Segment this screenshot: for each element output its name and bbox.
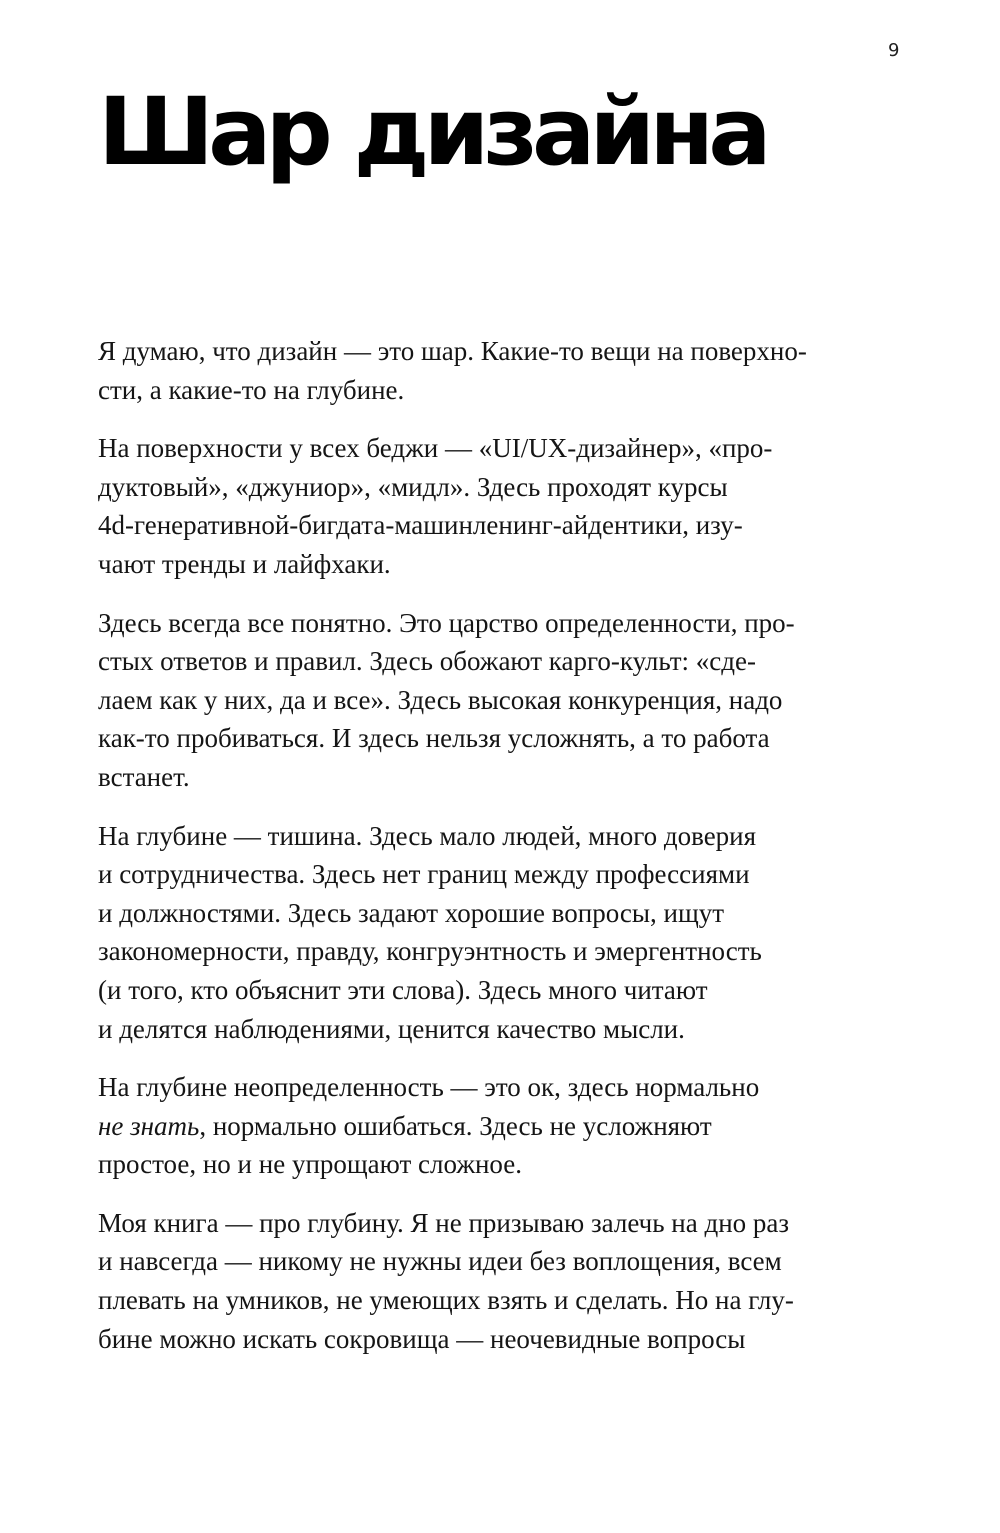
text-line: простое, но и не упрощают сложное. [98,1149,522,1180]
paragraph-1 [98,332,898,409]
text-line: Здесь всегда все понятно. Это царство определенности, про- [98,607,795,638]
paragraph-3 [98,604,898,797]
text-line: 4d-генеративной-бигдата-машинленинг-айдентики, изу- [98,510,743,541]
paragraph-6 [98,1204,898,1358]
text-line: Моя книга — про глубину. Я не призываю залечь на дно раз [98,1207,790,1238]
paragraph-5 [98,1068,898,1184]
text-line: На глубине — тишина. Здесь мало людей, много доверия [98,820,757,851]
text-line: и навсегда — никому не нужны идеи без воплощения, всем [98,1246,782,1277]
text-line: На глубине неопределенность — это ок, здесь нормально [98,1072,760,1103]
text-fragment: , нормально ошибаться. Здесь не усложняют [199,1110,712,1141]
body-text [98,332,898,1378]
text-line: стых ответов и правил. Здесь обожают карго-культ: «сде- [98,646,756,677]
text-line: На поверхности у всех беджи — «UI/UX-дизайнер», «про- [98,433,773,464]
text-line: и сотрудничества. Здесь нет границ между профессиями [98,859,750,890]
text-line: как-то пробиваться. И здесь нельзя усложнять, а то работа [98,723,770,754]
text-line [98,1107,898,1146]
text-line: чают тренды и лайфхаки. [98,548,391,579]
text-line: закономерности, правду, конгруэнтность и эмергентность [98,936,762,967]
italic-emphasis: не знать [98,1110,200,1141]
page-number: 9 [888,40,900,61]
text-line: плевать на умников, не умеющих взять и сделать. Но на глу- [98,1285,794,1316]
text-line: лаем как у них, да и все». Здесь высокая конкуренция, надо [98,684,783,715]
text-line: сти, а какие-то на глубине. [98,374,405,405]
text-line: бине можно искать сокровища — неочевидные вопросы [98,1323,746,1354]
paragraph-4 [98,817,898,1049]
text-line: встанет. [98,761,190,792]
paragraph-2 [98,429,898,583]
text-line: и делятся наблюдениями, ценится качество мысли. [98,1013,685,1044]
chapter-title: Шар дизайна [98,78,766,187]
text-line: и должностями. Здесь задают хорошие вопросы, ищут [98,897,725,928]
text-line: Я думаю, что дизайн — это шар. Какие-то вещи на поверхно- [98,336,807,366]
text-line: (и того, кто объяснит эти слова). Здесь много читают [98,974,708,1005]
text-line: дуктовый», «джуниор», «мидл». Здесь проходят курсы [98,471,728,502]
